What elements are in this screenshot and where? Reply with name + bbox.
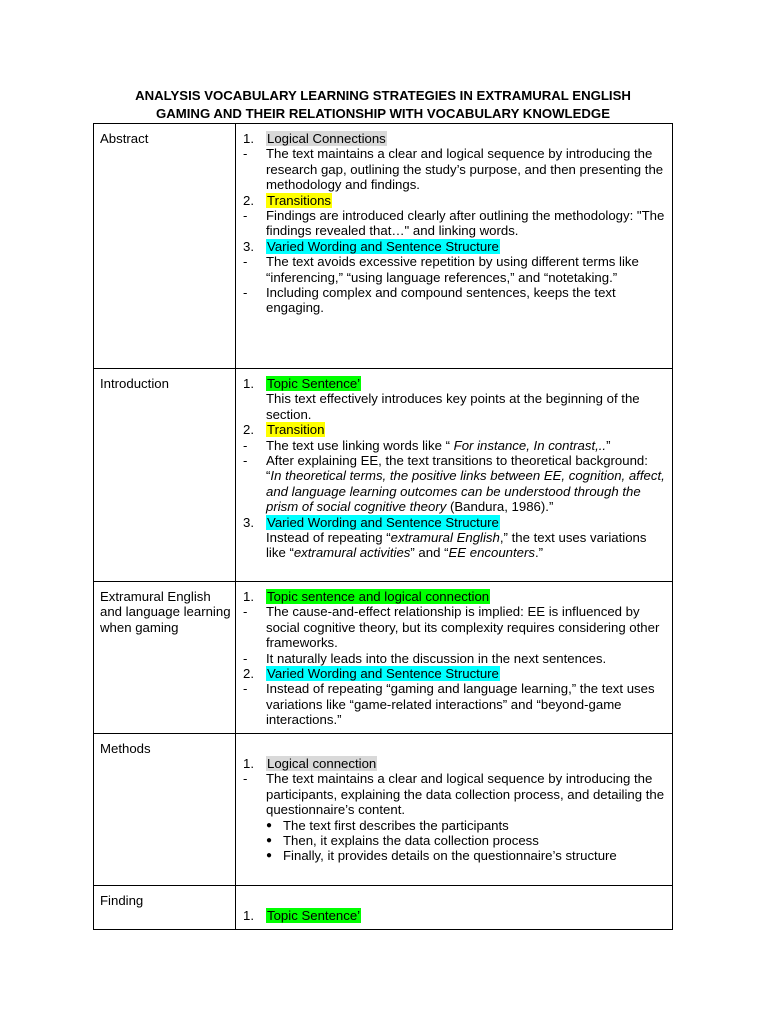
heading-number: 1. (243, 908, 254, 923)
table-row-introduction (94, 369, 673, 582)
row-content-abstract (236, 124, 673, 369)
table-row-finding (94, 886, 673, 930)
heading-number: 1. (243, 376, 254, 391)
heading-number: 2. (243, 422, 254, 438)
bullet-item: - Including complex and compound sentences, keeps the text engaging. (243, 285, 616, 316)
paragraph: This text effectively introduces key points at the beginning of the section. (266, 391, 640, 422)
heading-topic-sentence: 1. Topic Sentence’ (243, 376, 361, 391)
heading-varied-wording: 3. Varied Wording and Sentence Structure (243, 514, 499, 530)
bullet-item: - Findings are introduced clearly after outlining the methodology: "The findings revealed that…" and linking words. (243, 208, 665, 239)
bullet-item: - Instead of repeating “gaming and language learning,” the text uses variations like “game-related interactions” and “beyond-game interactions.” (243, 681, 655, 728)
heading-number: 2. (243, 192, 254, 208)
table-row-extramural-english (94, 582, 673, 734)
heading-topic-sentence: 1. Topic sentence and logical connection (243, 589, 490, 604)
title-line-2: GAMING AND THEIR RELATIONSHIP WITH VOCABULARY KNOWLEDGE (156, 106, 610, 121)
document-title (93, 87, 673, 123)
row-label-introduction: Introduction (94, 369, 236, 582)
heading-logical-connection: 1. Logical connection (243, 756, 377, 771)
heading-logical-connections: 1. Logical Connections (243, 131, 386, 146)
bullet-item: - The text avoids excessive repetition by using different terms like “inferencing,” “using language references,” and “notetaking.” (243, 254, 639, 285)
row-label-finding: Finding (94, 886, 236, 930)
row-content-extramural-english (236, 582, 673, 734)
sub-bullet-item: ● Then, it explains the data collection process (266, 833, 539, 849)
sub-bullet-item: ● The text first describes the participants (266, 817, 509, 833)
heading-transitions: 2. Transitions (243, 192, 332, 208)
row-label-methods: Methods (94, 734, 236, 886)
bullet-item: - It naturally leads into the discussion in the next sentences. (243, 650, 607, 666)
row-content-methods (236, 734, 673, 886)
heading-transition: 2. Transition (243, 422, 325, 438)
title-line-1: ANALYSIS VOCABULARY LEARNING STRATEGIES IN EXTRAMURAL ENGLISH (135, 88, 631, 103)
heading-varied-wording: 3. Varied Wording and Sentence Structure (243, 238, 499, 254)
heading-topic-sentence: 1. Topic Sentence’ (243, 908, 361, 923)
bullet-item: - After explaining EE, the text transitions to theoretical background: “In theoretical terms, the positive links between EE, cognition, affect, and language learning outcomes can be understood through the prism of social cognitive theory (Bandura, 1986).” (243, 453, 665, 515)
bullet-item: - The text maintains a clear and logical sequence by introducing the participants, explaining the data collection process, and detailing the questionnaire’s content. (243, 771, 665, 818)
analysis-table (93, 123, 673, 930)
row-label-abstract: Abstract (94, 124, 236, 369)
heading-number: 3. (243, 514, 254, 530)
sub-bullet-item: ● Finally, it provides details on the questionnaire’s structure (266, 848, 617, 864)
heading-number: 1. (243, 756, 254, 771)
heading-varied-wording: 2. Varied Wording and Sentence Structure (243, 666, 499, 682)
bullet-item: - The text use linking words like “ For instance, In contrast,..” (243, 437, 611, 453)
bullet-item: - The text maintains a clear and logical sequence by introducing the research gap, outlining the study’s purpose, and then presenting the methodology and findings. (243, 146, 664, 193)
bullet-item: - The cause-and-effect relationship is implied: EE is influenced by social cognitive theory, but its complexity requires considering other frameworks. (243, 604, 660, 651)
row-label-extramural-english: Extramural English and language learning when gaming (94, 582, 236, 734)
heading-number: 1. (243, 589, 254, 604)
table-row-abstract (94, 124, 673, 369)
heading-number: 3. (243, 238, 254, 254)
heading-number: 1. (243, 131, 254, 146)
paragraph: Instead of repeating “extramural English,” the text uses variations like “extramural activities” and “EE encounters.” (266, 530, 647, 561)
heading-number: 2. (243, 666, 254, 682)
row-content-introduction (236, 369, 673, 582)
table-row-methods (94, 734, 673, 886)
row-content-finding (236, 886, 673, 930)
